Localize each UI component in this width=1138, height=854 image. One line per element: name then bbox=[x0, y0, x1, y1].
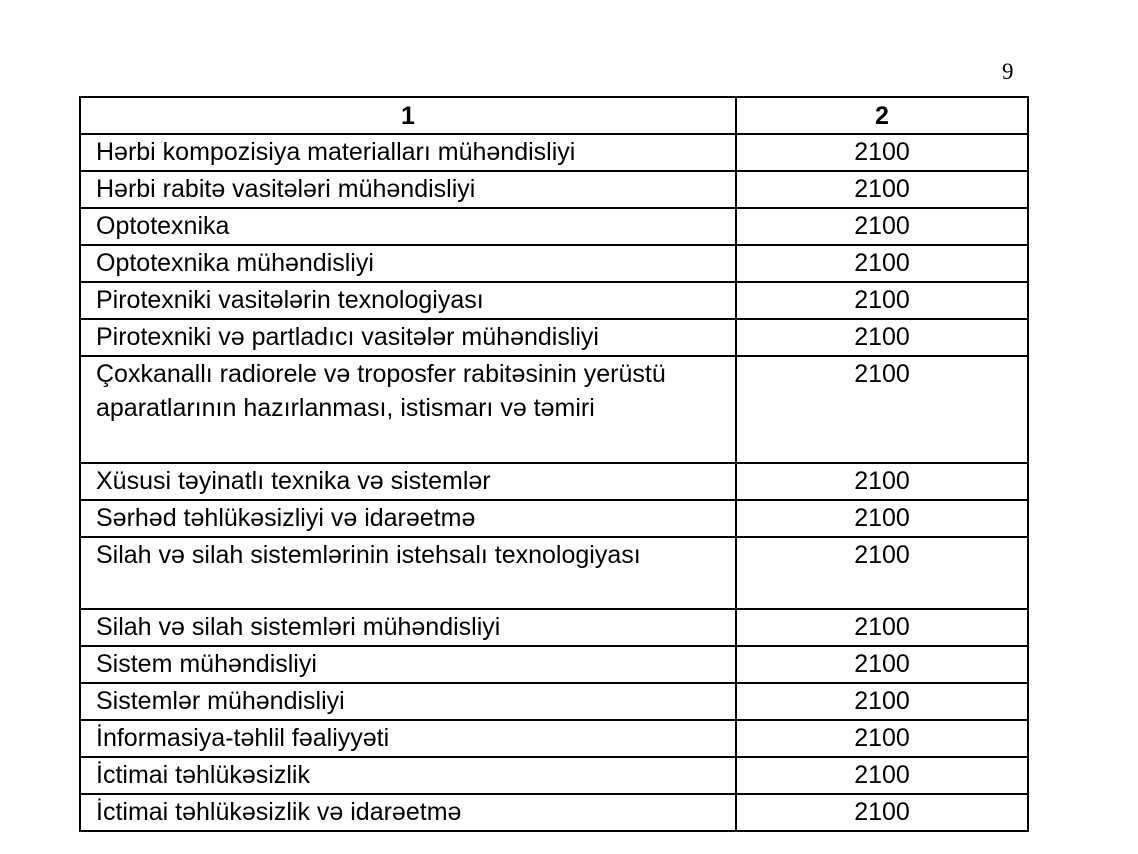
column-header-1: 1 bbox=[80, 97, 736, 134]
specialty-table bbox=[79, 96, 1029, 832]
value-cell: 2100 bbox=[736, 319, 1028, 356]
specialty-name-cell: Sistemlər mühəndisliyi bbox=[80, 683, 736, 720]
specialty-name-cell: Sistem mühəndisliyi bbox=[80, 646, 736, 683]
value-cell: 2100 bbox=[736, 646, 1028, 683]
value-cell: 2100 bbox=[736, 171, 1028, 208]
column-header-2: 2 bbox=[736, 97, 1028, 134]
specialty-name-cell: İnformasiya-təhlil fəaliyyəti bbox=[80, 720, 736, 757]
table-row bbox=[80, 720, 1028, 757]
specialty-name-cell: Pirotexniki vasitələrin texnologiyası bbox=[80, 282, 736, 319]
table-row bbox=[80, 282, 1028, 319]
value-cell: 2100 bbox=[736, 757, 1028, 794]
table-row bbox=[80, 609, 1028, 646]
specialty-name-cell: Hərbi kompozisiya materialları mühəndisliyi bbox=[80, 134, 736, 171]
value-cell: 2100 bbox=[736, 609, 1028, 646]
specialty-name-cell: Silah və silah sistemləri mühəndisliyi bbox=[80, 609, 736, 646]
specialty-name-cell: Optotexnika bbox=[80, 208, 736, 245]
table-row bbox=[80, 500, 1028, 537]
table-row bbox=[80, 794, 1028, 831]
specialty-name-cell: Çoxkanallı radiorele və troposfer rabitəsinin yerüstü aparatlarının hazırlanması, istismarı və təmiri bbox=[80, 356, 736, 463]
table-row bbox=[80, 757, 1028, 794]
value-cell: 2100 bbox=[736, 208, 1028, 245]
table-body bbox=[80, 134, 1028, 831]
specialty-name-cell: Optotexnika mühəndisliyi bbox=[80, 245, 736, 282]
value-cell: 2100 bbox=[736, 794, 1028, 831]
value-cell: 2100 bbox=[736, 245, 1028, 282]
value-cell: 2100 bbox=[736, 720, 1028, 757]
page-number: 9 bbox=[1002, 59, 1014, 84]
value-cell: 2100 bbox=[736, 134, 1028, 171]
specialty-name-cell: Sərhəd təhlükəsizliyi və idarəetmə bbox=[80, 500, 736, 537]
specialty-name-cell: İctimai təhlükəsizlik bbox=[80, 757, 736, 794]
value-cell: 2100 bbox=[736, 356, 1028, 463]
specialty-name-cell: İctimai təhlükəsizlik və idarəetmə bbox=[80, 794, 736, 831]
specialty-name-cell: Pirotexniki və partladıcı vasitələr mühəndisliyi bbox=[80, 319, 736, 356]
table-row bbox=[80, 683, 1028, 720]
value-cell: 2100 bbox=[736, 683, 1028, 720]
table-row bbox=[80, 463, 1028, 500]
table-header-row bbox=[80, 97, 1028, 134]
table-row bbox=[80, 537, 1028, 609]
specialty-name-cell: Silah və silah sistemlərinin istehsalı texnologiyası bbox=[80, 537, 736, 609]
table-row bbox=[80, 356, 1028, 463]
table-row bbox=[80, 134, 1028, 171]
specialty-name-cell: Xüsusi təyinatlı texnika və sistemlər bbox=[80, 463, 736, 500]
table-row bbox=[80, 245, 1028, 282]
specialty-name-cell: Hərbi rabitə vasitələri mühəndisliyi bbox=[80, 171, 736, 208]
value-cell: 2100 bbox=[736, 463, 1028, 500]
table-row bbox=[80, 171, 1028, 208]
value-cell: 2100 bbox=[736, 282, 1028, 319]
value-cell: 2100 bbox=[736, 500, 1028, 537]
value-cell: 2100 bbox=[736, 537, 1028, 609]
table-row bbox=[80, 319, 1028, 356]
table-row bbox=[80, 208, 1028, 245]
table-row bbox=[80, 646, 1028, 683]
